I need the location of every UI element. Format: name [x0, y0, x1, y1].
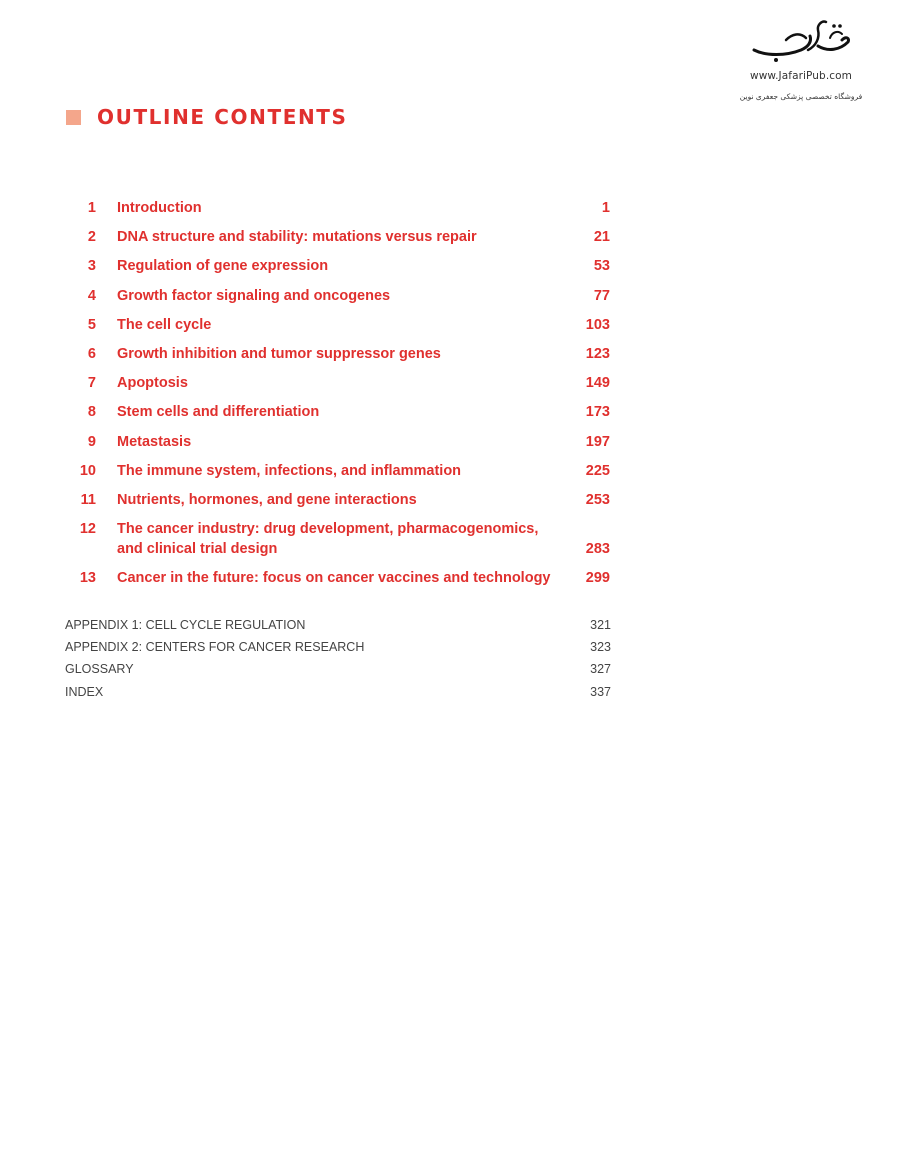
- publisher-logo: [726, 16, 876, 106]
- backmatter-list: [65, 614, 611, 703]
- publisher-tagline: فروشگاه تخصصی پزشکی جعفری نوین: [739, 92, 863, 101]
- chapter-number: 1: [87, 200, 96, 216]
- chapter-row[interactable]: [66, 490, 612, 510]
- chapter-title: DNA structure and stability: mutations versus repair: [117, 229, 477, 246]
- chapter-row[interactable]: [66, 315, 612, 335]
- chapter-page: 173: [585, 404, 610, 421]
- backmatter-page: 337: [590, 684, 611, 699]
- chapter-title: Growth factor signaling and oncogenes: [117, 287, 391, 304]
- chapter-page: 253: [585, 491, 610, 508]
- chapter-page: 283: [585, 541, 610, 558]
- chapter-list: [66, 198, 612, 597]
- chapter-row[interactable]: [66, 286, 612, 306]
- chapter-number: 4: [87, 287, 96, 304]
- chapter-title-line1: The cancer industry: drug development, pharmacogenomics,: [117, 521, 539, 538]
- chapter-title: Growth inhibition and tumor suppressor genes: [117, 345, 441, 362]
- chapter-title: Introduction: [117, 200, 202, 216]
- backmatter-title: GLOSSARY: [65, 662, 134, 677]
- backmatter-title: APPENDIX 2: CENTERS FOR CANCER RESEARCH: [65, 640, 365, 655]
- chapter-title: Nutrients, hormones, and gene interactions: [117, 491, 417, 508]
- chapter-number: 2: [87, 229, 96, 246]
- chapter-title-line2: and clinical trial design: [117, 541, 278, 558]
- chapter-page: 77: [593, 287, 610, 304]
- chapter-page: 53: [593, 258, 610, 275]
- backmatter-row[interactable]: [65, 681, 611, 703]
- chapter-number: 5: [87, 316, 96, 333]
- chapter-number: 13: [79, 570, 96, 587]
- backmatter-page: 327: [590, 662, 611, 677]
- backmatter-row[interactable]: [65, 614, 611, 636]
- chapter-page: 21: [593, 229, 610, 246]
- chapter-page: 123: [585, 345, 610, 362]
- backmatter-title: INDEX: [65, 684, 104, 699]
- chapter-page: 225: [585, 462, 610, 479]
- chapter-row[interactable]: [66, 461, 612, 481]
- chapter-row[interactable]: [66, 344, 612, 364]
- heading-square-marker: [66, 110, 81, 125]
- backmatter-title: APPENDIX 1: CELL CYCLE REGULATION: [65, 618, 306, 632]
- chapter-number: 8: [87, 404, 96, 421]
- backmatter-page: 323: [590, 640, 611, 655]
- chapter-page: 197: [585, 433, 610, 450]
- chapter-title: Cancer in the future: focus on cancer vaccines and technology: [117, 570, 551, 587]
- chapter-row[interactable]: [66, 256, 612, 276]
- backmatter-row[interactable]: [65, 658, 611, 680]
- chapter-row[interactable]: [66, 198, 612, 218]
- chapter-title: Metastasis: [117, 433, 192, 450]
- chapter-title: Apoptosis: [117, 375, 188, 392]
- chapter-number: 6: [87, 345, 96, 362]
- chapter-row[interactable]: [66, 432, 612, 452]
- chapter-page: 299: [585, 570, 610, 587]
- chapter-number: 3: [87, 258, 96, 275]
- page-title: OUTLINE CONTENTS: [97, 105, 348, 129]
- chapter-title: Regulation of gene expression: [117, 258, 329, 275]
- publisher-url: www.JafariPub.com: [750, 70, 852, 82]
- chapter-row[interactable]: [66, 227, 612, 247]
- chapter-page: 103: [585, 316, 610, 333]
- chapter-page: 149: [585, 375, 610, 392]
- chapter-number: 9: [87, 433, 96, 450]
- chapter-number: 7: [87, 375, 96, 392]
- chapter-title: The cell cycle: [117, 316, 212, 333]
- backmatter-page: 321: [590, 618, 611, 632]
- chapter-number: 10: [79, 462, 96, 479]
- chapter-title: [117, 519, 557, 559]
- chapter-number: 12: [79, 521, 96, 538]
- chapter-title: The immune system, infections, and inflammation: [117, 462, 462, 479]
- chapter-page: 1: [601, 200, 610, 216]
- chapter-row[interactable]: [66, 519, 612, 559]
- chapter-row[interactable]: [66, 373, 612, 393]
- section-heading: [66, 103, 348, 131]
- backmatter-row[interactable]: [65, 636, 611, 658]
- chapter-row[interactable]: [66, 402, 612, 422]
- chapter-row[interactable]: [66, 568, 612, 588]
- chapter-title: Stem cells and differentiation: [117, 404, 320, 421]
- calligraphic-logo-icon: [746, 16, 856, 66]
- chapter-number: 11: [80, 491, 96, 508]
